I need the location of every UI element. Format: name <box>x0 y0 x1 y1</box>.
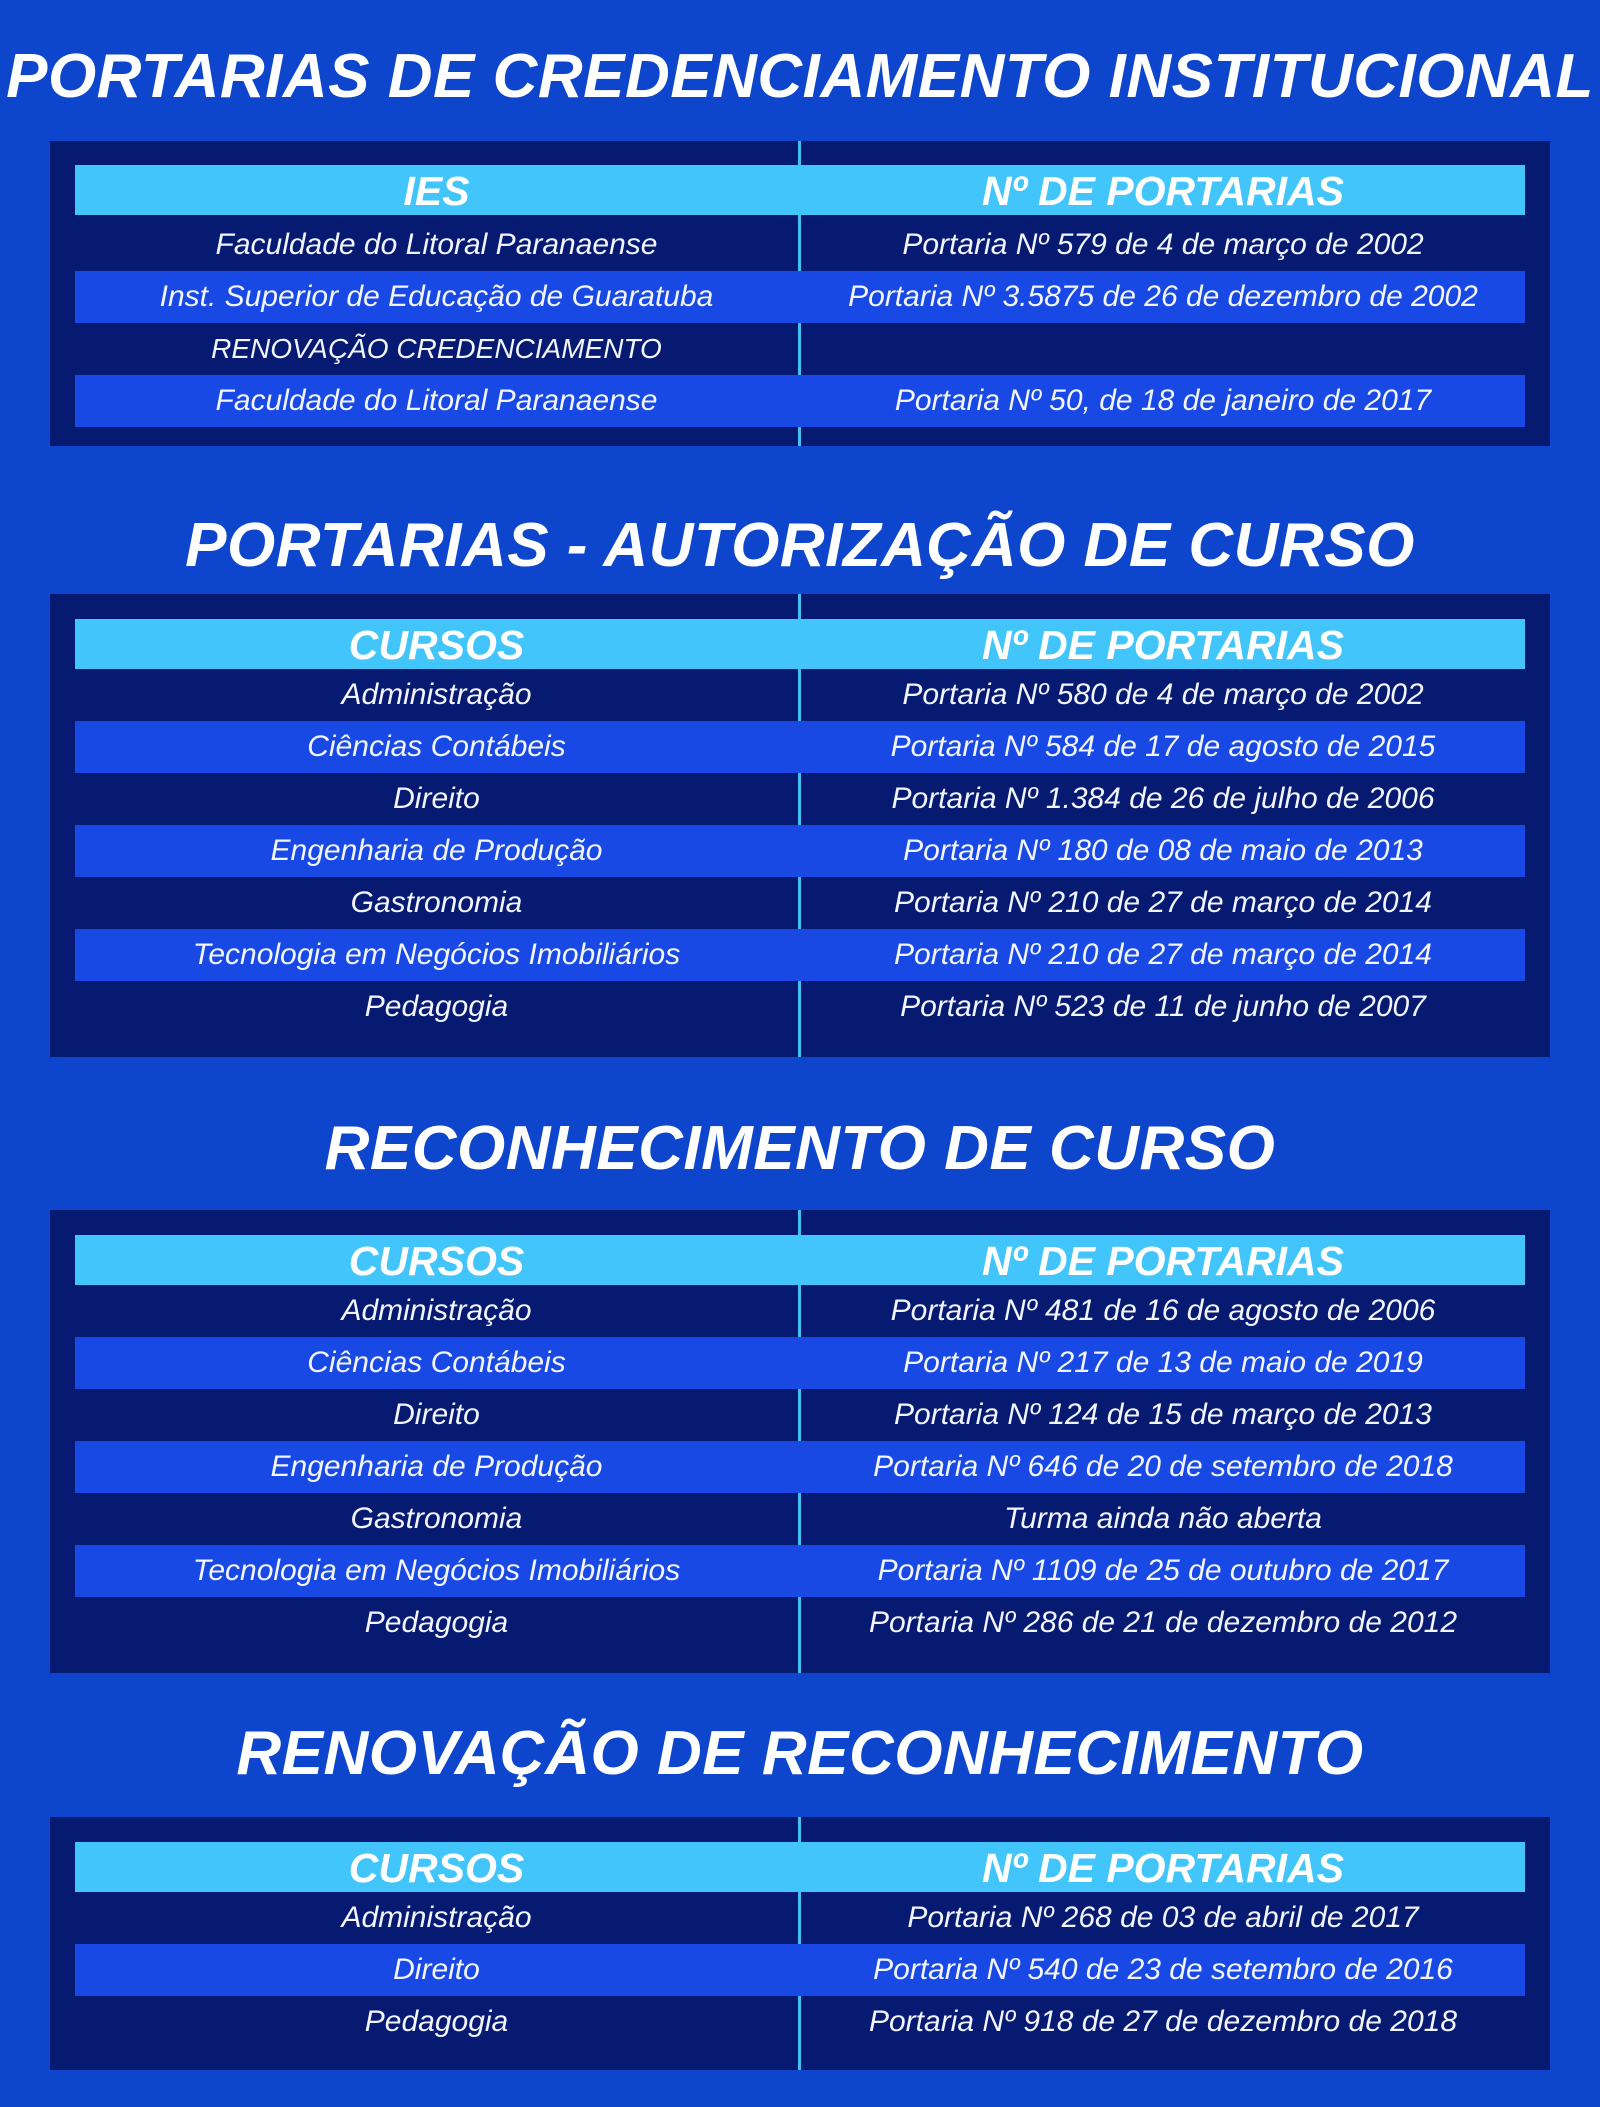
header-cursos: CURSOS <box>348 1845 525 1891</box>
section-title-reconhecimento: RECONHECIMENTO DE CURSO <box>324 1114 1276 1183</box>
ies-cell: Faculdade do Litoral Paranaense <box>215 384 658 417</box>
ies-cell: Inst. Superior de Educação de Guaratuba <box>159 280 714 313</box>
table-row <box>75 721 1525 773</box>
table-renovacao <box>50 1817 1550 2070</box>
ies-cell: Faculdade do Litoral Paranaense <box>215 228 658 261</box>
table-row <box>75 669 1525 721</box>
table-row <box>75 1337 1525 1389</box>
portaria-cell: Portaria Nº 584 de 17 de agosto de 2015 <box>890 730 1436 763</box>
portaria-cell: Turma ainda não aberta <box>1004 1502 1322 1535</box>
section-title-autorizacao: PORTARIAS - AUTORIZAÇÃO DE CURSO <box>185 511 1415 580</box>
curso-cell: Administração <box>341 1901 532 1934</box>
table-row <box>75 1996 1525 2048</box>
header-portarias: Nº DE PORTARIAS <box>982 622 1344 668</box>
curso-cell: Administração <box>341 678 532 711</box>
table-row <box>75 1944 1525 1996</box>
portaria-cell: Portaria Nº 540 de 23 de setembro de 2016 <box>873 1953 1453 1986</box>
table-row <box>75 1389 1525 1441</box>
curso-cell: Administração <box>341 1294 532 1327</box>
portaria-cell: Portaria Nº 646 de 20 de setembro de 2018 <box>873 1450 1453 1483</box>
section-title-credenciamento: PORTARIAS DE CREDENCIAMENTO INSTITUCIONAL <box>6 42 1594 111</box>
portaria-cell: Portaria Nº 268 de 03 de abril de 2017 <box>907 1901 1419 1934</box>
portaria-cell: Portaria Nº 180 de 08 de maio de 2013 <box>903 834 1423 867</box>
table-row <box>75 1441 1525 1493</box>
portaria-cell: Portaria Nº 50, de 18 de janeiro de 2017 <box>894 384 1432 417</box>
header-ies: IES <box>403 168 470 214</box>
curso-cell: Tecnologia em Negócios Imobiliários <box>192 1554 681 1587</box>
curso-cell: Direito <box>393 1398 480 1431</box>
portaria-cell <box>801 323 1525 375</box>
portaria-cell: Portaria Nº 3.5875 de 26 de dezembro de 2002 <box>848 280 1478 313</box>
portaria-cell: Portaria Nº 1.384 de 26 de julho de 2006 <box>891 782 1435 815</box>
table-row <box>75 271 1525 323</box>
portaria-cell: Portaria Nº 210 de 27 de março de 2014 <box>894 938 1432 971</box>
portaria-cell: Portaria Nº 286 de 21 de dezembro de 2012 <box>868 1606 1458 1639</box>
table-row <box>75 1597 1525 1649</box>
curso-cell: Ciências Contábeis <box>307 1346 566 1379</box>
table-row <box>75 773 1525 825</box>
ies-cell: RENOVAÇÃO CREDENCIAMENTO <box>211 333 662 364</box>
header-portarias: Nº DE PORTARIAS <box>982 1238 1344 1284</box>
table-header <box>75 619 1525 669</box>
table-row <box>75 981 1525 1033</box>
table-row <box>75 929 1525 981</box>
curso-cell: Tecnologia em Negócios Imobiliários <box>192 938 681 971</box>
table-row <box>75 1493 1525 1545</box>
table-row <box>75 1545 1525 1597</box>
portaria-cell: Portaria Nº 580 de 4 de março de 2002 <box>902 678 1424 711</box>
table-row <box>75 1285 1525 1337</box>
portaria-cell: Portaria Nº 1109 de 25 de outubro de 2017 <box>877 1554 1449 1587</box>
curso-cell: Gastronomia <box>350 886 523 919</box>
header-portarias: Nº DE PORTARIAS <box>982 1845 1344 1891</box>
curso-cell: Pedagogia <box>364 990 509 1023</box>
portaria-cell: Portaria Nº 523 de 11 de junho de 2007 <box>900 990 1426 1023</box>
table-row <box>75 375 1525 427</box>
curso-cell: Pedagogia <box>364 1606 509 1639</box>
table-credenciamento <box>50 141 1550 446</box>
curso-cell: Engenharia de Produção <box>270 834 603 867</box>
header-cursos: CURSOS <box>348 1238 525 1284</box>
portaria-cell: Portaria Nº 124 de 15 de março de 2013 <box>894 1398 1432 1431</box>
curso-cell: Engenharia de Produção <box>270 1450 603 1483</box>
table-header <box>75 1235 1525 1285</box>
curso-cell: Pedagogia <box>364 2005 509 2038</box>
table-header <box>75 165 1525 215</box>
curso-cell: Gastronomia <box>350 1502 523 1535</box>
portaria-cell: Portaria Nº 579 de 4 de março de 2002 <box>902 228 1424 261</box>
section-title-renovacao: RENOVAÇÃO DE RECONHECIMENTO <box>236 1719 1364 1788</box>
table-row <box>75 825 1525 877</box>
portaria-cell: Portaria Nº 481 de 16 de agosto de 2006 <box>890 1294 1436 1327</box>
portaria-cell: Portaria Nº 918 de 27 de dezembro de 2018 <box>868 2005 1458 2038</box>
curso-cell: Ciências Contábeis <box>307 730 566 763</box>
portaria-cell: Portaria Nº 217 de 13 de maio de 2019 <box>903 1346 1423 1379</box>
table-reconhecimento <box>50 1210 1550 1673</box>
table-row <box>75 219 1525 271</box>
header-cursos: CURSOS <box>348 622 525 668</box>
curso-cell: Direito <box>393 1953 480 1986</box>
portaria-cell: Portaria Nº 210 de 27 de março de 2014 <box>894 886 1432 919</box>
table-row <box>75 1892 1525 1944</box>
table-row <box>75 323 1525 375</box>
table-autorizacao <box>50 594 1550 1057</box>
table-row <box>75 877 1525 929</box>
table-header <box>75 1842 1525 1892</box>
curso-cell: Direito <box>393 782 480 815</box>
header-portarias: Nº DE PORTARIAS <box>982 168 1344 214</box>
